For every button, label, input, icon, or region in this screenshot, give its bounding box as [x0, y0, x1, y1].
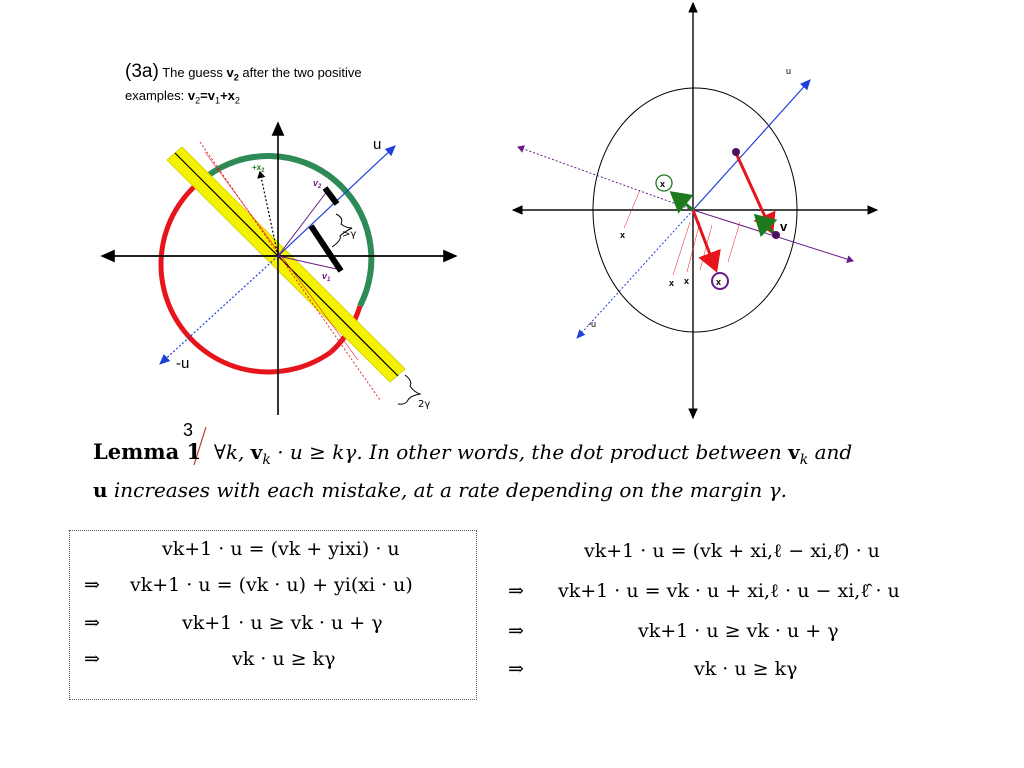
x-mark-3: x	[669, 278, 675, 288]
margin-bar-1	[325, 188, 337, 204]
red-thin-1	[624, 190, 640, 228]
left-u-label: u	[373, 136, 382, 153]
left-arrow-2: ⇒	[84, 612, 100, 634]
right-arrow-1: ⇒	[508, 580, 524, 602]
two-gamma-label: 2γ	[418, 399, 431, 410]
neg-u-vector	[160, 256, 278, 364]
lemma-title: Lemma 1	[93, 439, 202, 464]
right-diagram	[513, 3, 877, 418]
right-arrow-2: ⇒	[508, 620, 524, 642]
point-v	[772, 231, 780, 239]
slide-number: 3	[183, 420, 194, 440]
caption-text-2: after the two positive examples:	[125, 65, 362, 103]
lemma-text-2: increases with each mistake, at a rate depending on the margin γ.	[107, 478, 787, 502]
lemma-k: k	[262, 452, 271, 468]
lemma-and: and	[808, 440, 853, 464]
red-thin-2	[673, 222, 690, 275]
lemma-statement	[93, 437, 953, 505]
caption-eq-v1-sub: 1	[215, 95, 221, 106]
lemma-k2: k	[799, 452, 809, 468]
right-line-1: vk+1 · u = (vk + xi,ℓ − xi,ℓ̂) · u	[584, 540, 880, 562]
lemma-u: u	[93, 478, 108, 502]
red-arrow-1	[736, 153, 772, 232]
v2-vector	[278, 190, 328, 256]
point-top	[732, 148, 740, 156]
left-arrow-3: ⇒	[84, 648, 100, 670]
caption-eq-v-sub: 2	[195, 95, 201, 106]
right-line-2: vk+1 · u = vk · u + xi,ℓ · u − xi,ℓ̂ · u	[558, 580, 900, 602]
x-mark-4: x	[684, 276, 690, 286]
caption-eq-v: v	[187, 87, 196, 103]
left-line-2: vk+1 · u = (vk · u) + yi(xi · u)	[130, 574, 413, 596]
left-derivation	[84, 531, 474, 691]
v2-label: $v_2$	[313, 178, 322, 190]
left-diagram	[102, 123, 456, 415]
x2-label: $+x_2$	[252, 163, 265, 174]
x-mark-2: x	[620, 230, 626, 240]
left-arrow-1: ⇒	[84, 574, 100, 596]
left-line-1: vk+1 · u = (vk + yixi) · u	[162, 538, 400, 560]
caption-eq-equals: =	[200, 87, 208, 103]
caption-eq-v1: v	[207, 87, 215, 103]
right-neg-u-label: -u	[588, 319, 597, 329]
v1-label: $v_1$	[322, 271, 331, 283]
right-u-label: u	[786, 66, 792, 76]
lemma-forall: ∀k,	[213, 440, 251, 464]
caption-eq-plus: +	[220, 87, 228, 103]
lemma-dot-u: · u ≥ kγ.	[270, 440, 370, 464]
gamma-label: >γ	[342, 229, 357, 240]
x-mark-5: x	[716, 277, 722, 287]
caption-text-1: The guess	[162, 65, 227, 80]
right-derivation	[508, 533, 1008, 693]
lemma-text-1: In other words, the dot product between	[369, 440, 789, 464]
right-arrow-3: ⇒	[508, 658, 524, 680]
figure-caption	[125, 63, 415, 109]
lemma-vk: v	[250, 440, 263, 464]
left-neg-u-label: -u	[176, 355, 190, 372]
v-label: v	[780, 219, 788, 234]
caption-eq-x: x	[227, 87, 235, 103]
left-line-4: vk · u ≥ kγ	[232, 648, 336, 670]
caption-v: v	[226, 65, 234, 80]
lemma-vk2: v	[788, 440, 800, 464]
green-arrow-1	[672, 193, 693, 210]
right-line-4: vk · u ≥ kγ	[694, 658, 798, 680]
red-thin-5	[728, 222, 740, 262]
left-line-3: vk+1 · u ≥ vk · u + γ	[182, 612, 383, 634]
two-gamma-brace	[398, 375, 420, 404]
caption-v-sub: 2	[233, 72, 239, 83]
right-line-3: vk+1 · u ≥ vk · u + γ	[638, 620, 839, 642]
caption-prefix: (3a)	[125, 61, 159, 82]
purple-line-left	[518, 147, 693, 210]
decision-boundary	[175, 153, 398, 376]
caption-eq-x-sub: 2	[234, 95, 240, 106]
x-mark-1: x	[660, 179, 666, 189]
red-arrow-2	[693, 210, 716, 270]
